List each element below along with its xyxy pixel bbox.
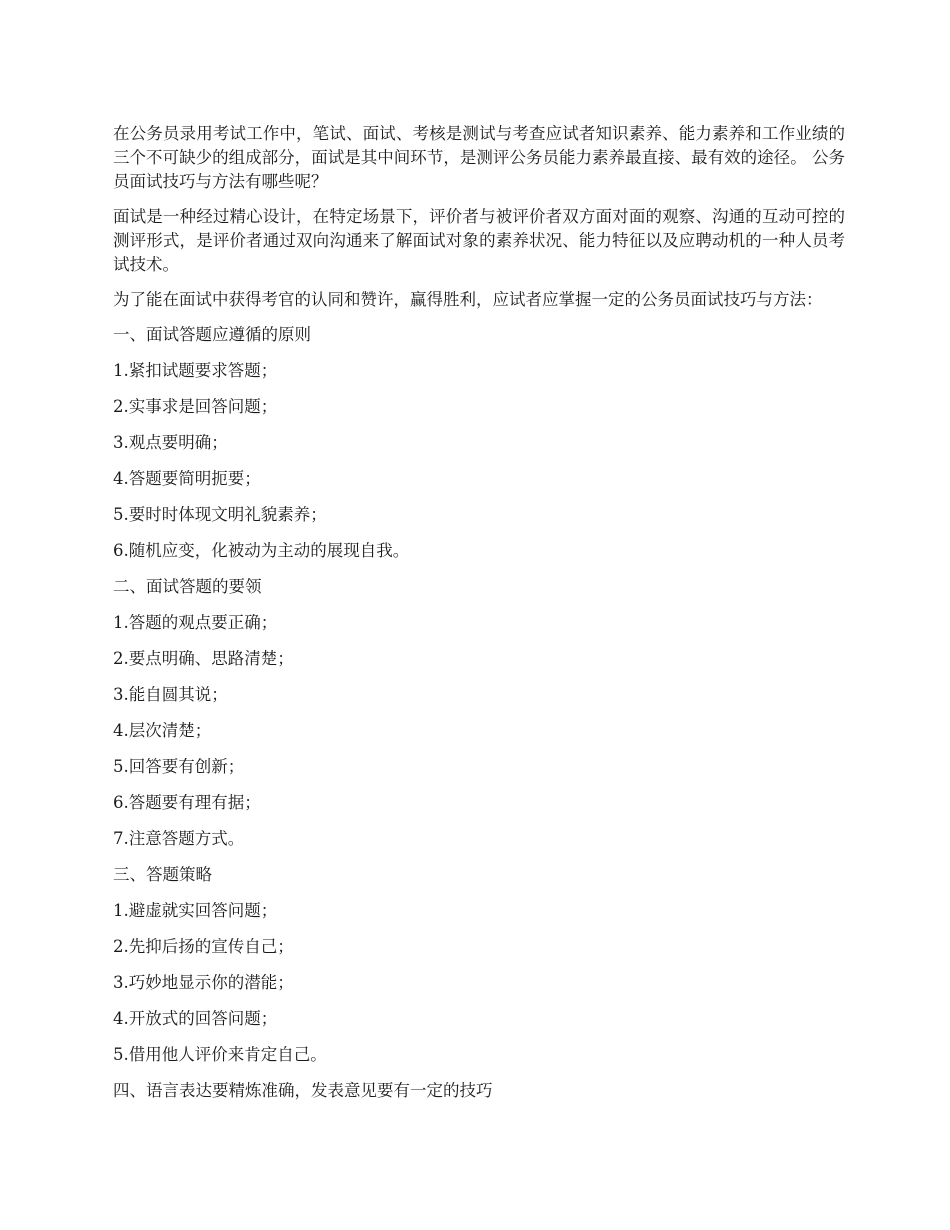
list-item: 6.答题要有理有据；: [113, 793, 261, 812]
list-item: 2.要点明确、思路清楚；: [113, 649, 294, 668]
list-item: 3.观点要明确；: [113, 433, 228, 452]
list-item: 4.答题要简明扼要；: [113, 469, 261, 488]
section-heading: 二、面试答题的要领: [113, 577, 262, 596]
document-body: [113, 122, 845, 1115]
list-item: 5.借用他人评价来肯定自己。: [113, 1045, 327, 1064]
list-item: 7.注意答题方式。: [113, 829, 245, 848]
purpose-paragraph: 为了能在面试中获得考官的认同和赞许，赢得胜利，应试者应掌握一定的公务员面试技巧与方法：: [113, 290, 823, 309]
section-heading: 一、面试答题应遵循的原则: [113, 325, 311, 344]
section-heading: 四、语言表达要精炼准确，发表意见要有一定的技巧: [113, 1081, 493, 1100]
list-item: 2.实事求是回答问题；: [113, 397, 278, 416]
list-item: 3.巧妙地显示你的潜能；: [113, 973, 294, 992]
list-item: 4.层次清楚；: [113, 721, 212, 740]
list-item: 1.答题的观点要正确；: [113, 613, 278, 632]
section-heading: 三、答题策略: [113, 865, 212, 884]
list-item: 1.避虚就实回答问题；: [113, 901, 278, 920]
intro-paragraph: 在公务员录用考试工作中，笔试、面试、考核是测试与考查应试者知识素养、能力素养和工作业绩的三个不可缺少的组成部分，面试是其中间环节，是测评公务员能力素养最直接、最有效的途径。 公务员面试技巧与方法有哪些呢？: [113, 124, 845, 191]
list-item: 6.随机应变，化被动为主动的展现自我。: [113, 541, 410, 560]
list-item: 3.能自圆其说；: [113, 685, 228, 704]
definition-paragraph: 面试是一种经过精心设计，在特定场景下，评价者与被评价者双方面对面的观察、沟通的互动可控的测评形式，是评价者通过双向沟通来了解面试对象的素养状况、能力特征以及应聘动机的一种人员考试技术。: [113, 207, 845, 274]
list-item: 5.要时时体现文明礼貌素养；: [113, 505, 327, 524]
list-item: 5.回答要有创新；: [113, 757, 245, 776]
list-item: 4.开放式的回答问题；: [113, 1009, 278, 1028]
list-item: 2.先抑后扬的宣传自己；: [113, 937, 294, 956]
list-item: 1.紧扣试题要求答题；: [113, 361, 278, 380]
